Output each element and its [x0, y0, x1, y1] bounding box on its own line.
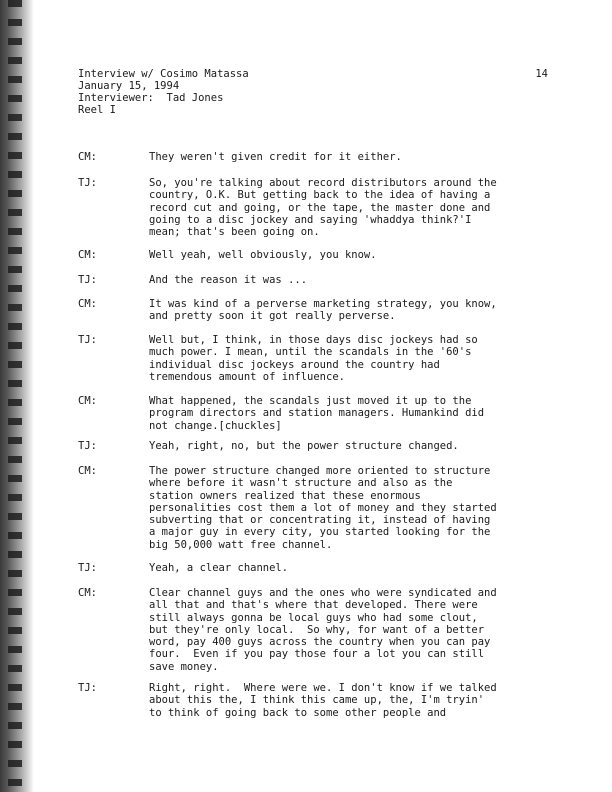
- page-number: 14: [535, 68, 548, 80]
- dialogue-line: a major guy in every city, you started looking for the: [149, 526, 491, 539]
- dialogue-text: [149, 587, 549, 673]
- speaker-label: TJ:: [78, 682, 97, 694]
- dialogue-text: [149, 440, 549, 452]
- dialogue-line: mean; that's been going on.: [149, 226, 320, 239]
- dialogue-line: Yeah, right, no, but the power structure changed.: [149, 440, 459, 452]
- dialogue-line: tremendous amount of influence.: [149, 370, 345, 383]
- punch-holes: [8, 0, 22, 792]
- dialogue-line: They weren't given credit for it either.: [149, 151, 402, 163]
- dialogue-line: record cut and going, or the tape, the master done and: [149, 201, 491, 214]
- speaker-label: TJ:: [78, 334, 97, 346]
- dialogue-line: So, you're talking about record distributors around the: [149, 177, 497, 189]
- interviewer-line: Interviewer: Tad Jones: [78, 92, 224, 104]
- dialogue-line: all that and that's where that developed. There were: [149, 599, 478, 612]
- speaker-label: TJ:: [78, 177, 97, 189]
- dialogue-text: [149, 274, 549, 286]
- dialogue-text: [149, 334, 549, 383]
- page-header: [78, 68, 548, 116]
- speaker-label: CM:: [78, 587, 97, 599]
- dialogue-line: Well but, I think, in those days disc jockeys had so: [149, 334, 478, 346]
- dialogue-line: Yeah, a clear channel.: [149, 562, 289, 574]
- dialogue-line: save money.: [149, 660, 219, 673]
- dialogue-text: [149, 395, 549, 432]
- speaker-label: CM:: [78, 298, 97, 310]
- dialogue-line: but they're only local. So why, for want of a better: [149, 623, 485, 636]
- speaker-label: CM:: [78, 151, 97, 163]
- interview-title: Interview w/ Cosimo Matassa: [78, 68, 249, 80]
- dialogue-line: country, O.K. But getting back to the idea of having a: [149, 189, 491, 202]
- speaker-label: CM:: [78, 249, 97, 261]
- dialogue-line: four. Even if you pay those four a lot you can still: [149, 648, 485, 661]
- dialogue-line: and pretty soon it got really perverse.: [149, 310, 396, 323]
- dialogue-text: [149, 562, 549, 574]
- dialogue-line: Right, right. Where were we. I don't know if we talked: [149, 682, 497, 694]
- dialogue-text: [149, 249, 549, 261]
- dialogue-line: program directors and station managers. Humankind did: [149, 407, 485, 420]
- dialogue-text: [149, 465, 549, 551]
- dialogue-line: The power structure changed more oriented to structure: [149, 465, 491, 477]
- dialogue-text: [149, 177, 549, 238]
- dialogue-line: And the reason it was ...: [149, 274, 308, 286]
- dialogue-line: individual disc jockeys around the country had: [149, 358, 440, 371]
- dialogue-line: station owners realized that these enormous: [149, 489, 421, 502]
- dialogue-text: [149, 151, 549, 163]
- dialogue-line: personalities cost them a lot of money and they started: [149, 501, 497, 514]
- speaker-label: CM:: [78, 395, 97, 407]
- speaker-label: TJ:: [78, 440, 97, 452]
- dialogue-line: It was kind of a perverse marketing strategy, you know,: [149, 298, 497, 310]
- dialogue-line: big 50,000 watt free channel.: [149, 538, 333, 551]
- dialogue-line: still always gonna be local guys who had some clout,: [149, 611, 478, 624]
- dialogue-line: Clear channel guys and the ones who were syndicated and: [149, 587, 497, 599]
- reel-label: Reel I: [78, 104, 116, 116]
- speaker-label: TJ:: [78, 562, 97, 574]
- dialogue-line: much power. I mean, until the scandals in the '60's: [149, 346, 472, 359]
- dialogue-line: subverting that or concentrating it, instead of having: [149, 514, 491, 527]
- dialogue-line: going to a disc jockey and saying 'whaddya think?'I: [149, 213, 472, 226]
- speaker-label: TJ:: [78, 274, 97, 286]
- dialogue-line: What happened, the scandals just moved it up to the: [149, 395, 472, 407]
- dialogue-text: [149, 298, 549, 323]
- dialogue-line: to think of going back to some other people and: [149, 706, 447, 719]
- dialogue-line: word, pay 400 guys across the country when you can pay: [149, 636, 491, 649]
- dialogue-line: not change.[chuckles]: [149, 419, 282, 432]
- interview-date: January 15, 1994: [78, 80, 180, 92]
- dialogue-line: Well yeah, well obviously, you know.: [149, 249, 377, 261]
- speaker-label: CM:: [78, 465, 97, 477]
- dialogue-line: about this the, I think this came up, the, I'm tryin': [149, 694, 485, 707]
- dialogue-text: [149, 682, 549, 719]
- dialogue-line: where before it wasn't structure and also as the: [149, 477, 453, 490]
